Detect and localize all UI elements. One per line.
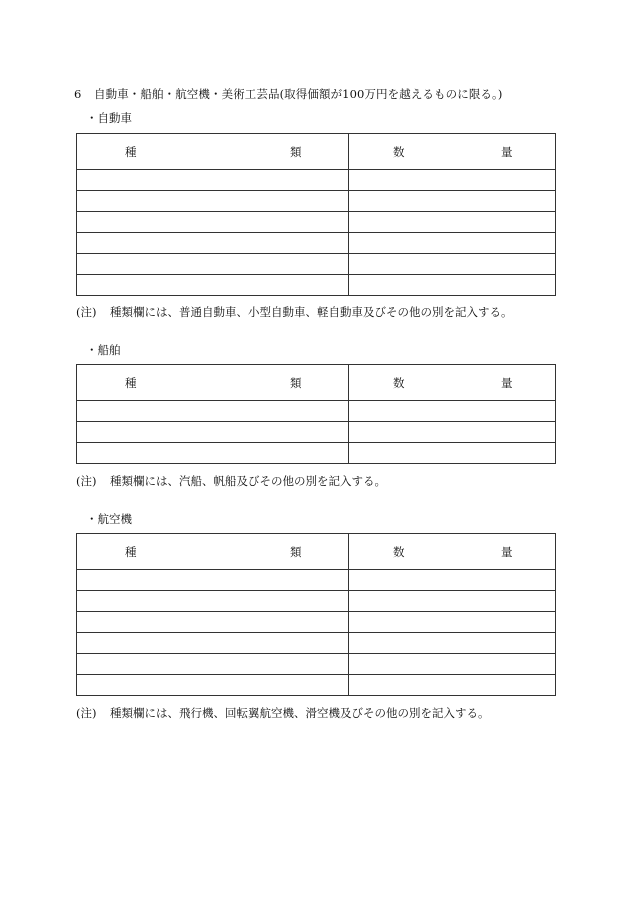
aircraft-table xyxy=(76,533,556,696)
kind-cell[interactable] xyxy=(77,570,349,591)
quantity-cell[interactable] xyxy=(349,275,556,296)
section-title: 自動車・船舶・航空機・美術工芸品(取得価額が100万円を越えるものに限る。) xyxy=(94,87,503,101)
table-row xyxy=(77,612,556,633)
section-number: 6 xyxy=(74,87,82,101)
table-row xyxy=(77,675,556,696)
kind-cell[interactable] xyxy=(77,612,349,633)
quantity-header xyxy=(349,134,556,170)
quantity-cell[interactable] xyxy=(349,654,556,675)
kind-header xyxy=(77,365,349,401)
table-row xyxy=(77,570,556,591)
table-row xyxy=(77,401,556,422)
quantity-cell[interactable] xyxy=(349,170,556,191)
quantity-cell[interactable] xyxy=(349,191,556,212)
quantity-cell[interactable] xyxy=(349,422,556,443)
kind-header-char-2: 類 xyxy=(290,144,302,159)
quantity-header-char-2: 量 xyxy=(501,375,513,390)
note-text: 種類欄には、普通自動車、小型自動車、軽自動車及びその他の別を記入する。 xyxy=(110,305,513,319)
table-row xyxy=(77,591,556,612)
quantity-header-char-2: 量 xyxy=(501,544,513,559)
kind-cell[interactable] xyxy=(77,633,349,654)
kind-header-char-1: 種 xyxy=(125,544,137,559)
ship-note xyxy=(76,473,386,489)
kind-cell[interactable] xyxy=(77,212,349,233)
quantity-cell[interactable] xyxy=(349,675,556,696)
ship-subheading: ・船舶 xyxy=(86,343,121,357)
quantity-header-char-1: 数 xyxy=(393,144,405,159)
quantity-cell[interactable] xyxy=(349,443,556,464)
quantity-cell[interactable] xyxy=(349,633,556,654)
kind-cell[interactable] xyxy=(77,443,349,464)
kind-header-char-2: 類 xyxy=(290,544,302,559)
table-row xyxy=(77,633,556,654)
table-header-row xyxy=(77,365,556,401)
quantity-cell[interactable] xyxy=(349,591,556,612)
quantity-cell[interactable] xyxy=(349,401,556,422)
table-row xyxy=(77,422,556,443)
table-row xyxy=(77,254,556,275)
quantity-header-char-1: 数 xyxy=(393,544,405,559)
table-row xyxy=(77,170,556,191)
quantity-cell[interactable] xyxy=(349,233,556,254)
car-table xyxy=(76,133,556,296)
kind-cell[interactable] xyxy=(77,654,349,675)
kind-cell[interactable] xyxy=(77,170,349,191)
section-heading xyxy=(74,86,502,102)
note-text: 種類欄には、飛行機、回転翼航空機、滑空機及びその他の別を記入する。 xyxy=(110,706,490,720)
quantity-cell[interactable] xyxy=(349,612,556,633)
car-note xyxy=(76,304,513,320)
ship-table xyxy=(76,364,556,464)
quantity-cell[interactable] xyxy=(349,254,556,275)
note-mark: (注) xyxy=(76,474,97,488)
kind-header-char-1: 種 xyxy=(125,375,137,390)
aircraft-note xyxy=(76,705,490,721)
quantity-header-char-2: 量 xyxy=(501,144,513,159)
kind-cell[interactable] xyxy=(77,401,349,422)
quantity-cell[interactable] xyxy=(349,212,556,233)
kind-header-char-2: 類 xyxy=(290,375,302,390)
kind-cell[interactable] xyxy=(77,675,349,696)
kind-cell[interactable] xyxy=(77,191,349,212)
kind-header xyxy=(77,134,349,170)
table-header-row xyxy=(77,534,556,570)
quantity-header xyxy=(349,534,556,570)
table-row xyxy=(77,654,556,675)
kind-cell[interactable] xyxy=(77,275,349,296)
quantity-header xyxy=(349,365,556,401)
kind-header-char-1: 種 xyxy=(125,144,137,159)
kind-cell[interactable] xyxy=(77,233,349,254)
aircraft-subheading: ・航空機 xyxy=(86,512,132,526)
kind-header xyxy=(77,534,349,570)
note-mark: (注) xyxy=(76,305,97,319)
note-mark: (注) xyxy=(76,706,97,720)
table-row xyxy=(77,212,556,233)
kind-cell[interactable] xyxy=(77,254,349,275)
note-text: 種類欄には、汽船、帆船及びその他の別を記入する。 xyxy=(110,474,386,488)
table-row xyxy=(77,233,556,254)
table-row xyxy=(77,191,556,212)
kind-cell[interactable] xyxy=(77,591,349,612)
table-row xyxy=(77,275,556,296)
quantity-header-char-1: 数 xyxy=(393,375,405,390)
kind-cell[interactable] xyxy=(77,422,349,443)
table-row xyxy=(77,443,556,464)
car-subheading: ・自動車 xyxy=(86,111,132,125)
table-header-row xyxy=(77,134,556,170)
quantity-cell[interactable] xyxy=(349,570,556,591)
